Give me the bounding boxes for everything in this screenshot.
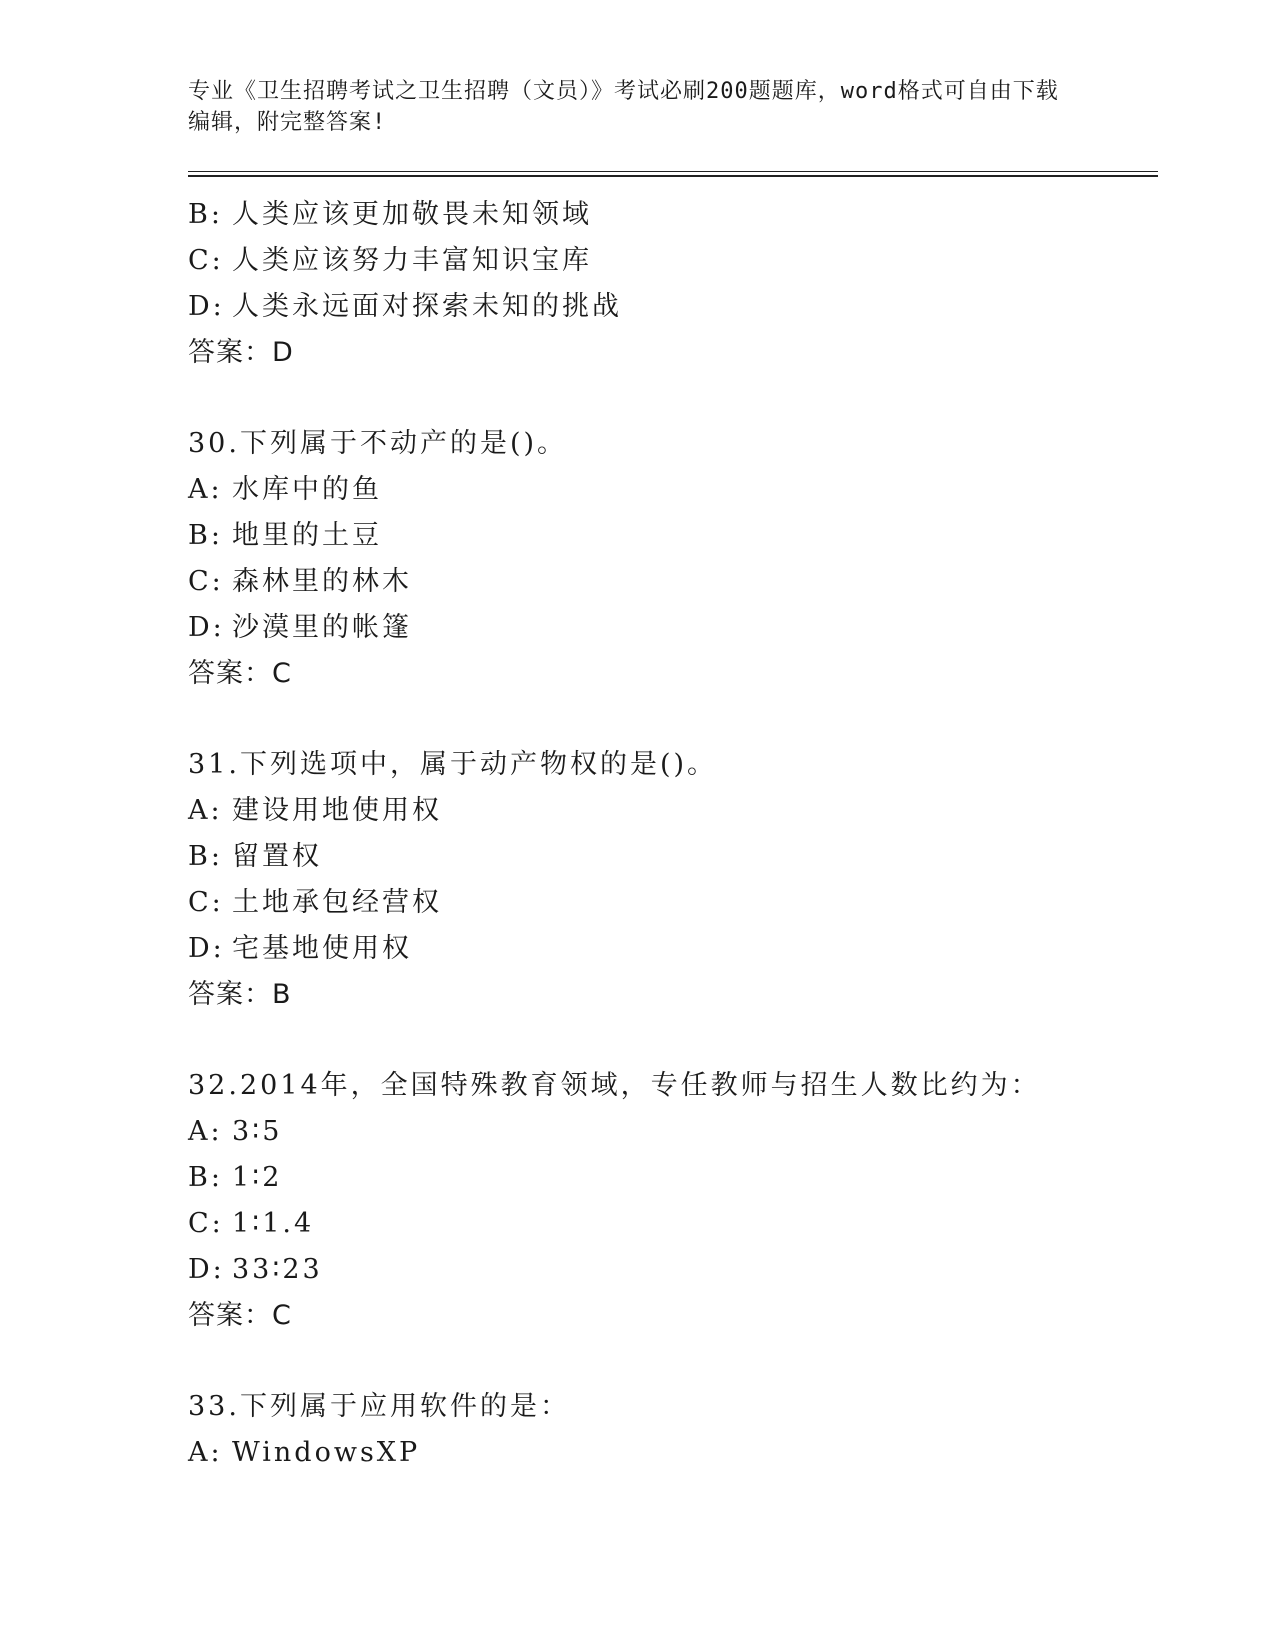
option-text: WindowsXP — [232, 1437, 421, 1468]
option-text: 宅基地使用权 — [232, 933, 412, 964]
option-line — [188, 1109, 1158, 1155]
option-line — [188, 880, 1158, 926]
option-text: 人类应该努力丰富知识宝库 — [232, 245, 592, 276]
question-block — [188, 1384, 1158, 1476]
option-line — [188, 559, 1158, 605]
option-line — [188, 605, 1158, 651]
option-key: A: — [188, 474, 223, 505]
option-line — [188, 513, 1158, 559]
option-text: 建设用地使用权 — [232, 795, 442, 826]
option-line — [188, 284, 1158, 330]
header-rule-thick — [188, 175, 1158, 177]
option-key: C: — [188, 887, 224, 918]
option-line — [188, 788, 1158, 834]
option-text: 人类永远面对探索未知的挑战 — [232, 291, 622, 322]
question-fragment — [188, 192, 1158, 376]
option-text: 33∶23 — [232, 1254, 323, 1285]
option-key: D: — [188, 933, 225, 964]
option-key: A: — [188, 1437, 223, 1468]
option-line — [188, 192, 1158, 238]
option-key: C: — [188, 245, 224, 276]
option-text: 人类应该更加敬畏未知领域 — [232, 199, 592, 230]
option-text: 1∶1.4 — [232, 1208, 315, 1239]
option-line — [188, 1201, 1158, 1247]
question-gap — [188, 1339, 1158, 1384]
option-key: D: — [188, 291, 225, 322]
question-gap — [188, 376, 1158, 421]
question-stem: 33.下列属于应用软件的是： — [188, 1391, 570, 1422]
option-line — [188, 1247, 1158, 1293]
question-block — [188, 421, 1158, 697]
question-stem: 32.2014年，全国特殊教育领域，专任教师与招生人数比约为： — [188, 1070, 1041, 1101]
option-text: 水库中的鱼 — [232, 474, 382, 505]
answer-line: 答案：C — [188, 1300, 292, 1331]
option-text: 地里的土豆 — [232, 520, 382, 551]
option-key: D: — [188, 1254, 225, 1285]
question-gap — [188, 1018, 1158, 1063]
question-block — [188, 1063, 1158, 1339]
option-text: 沙漠里的帐篷 — [232, 612, 412, 643]
option-key: B: — [188, 841, 223, 872]
option-line — [188, 1430, 1158, 1476]
option-text: 留置权 — [232, 841, 322, 872]
option-key: B: — [188, 199, 223, 230]
question-stem: 30.下列属于不动产的是()。 — [188, 428, 568, 459]
option-line — [188, 238, 1158, 284]
option-key: C: — [188, 566, 224, 597]
option-key: C: — [188, 1208, 224, 1239]
option-key: B: — [188, 1162, 223, 1193]
option-line — [188, 834, 1158, 880]
option-key: A: — [188, 795, 223, 826]
option-key: B: — [188, 520, 223, 551]
header-rule-thin — [188, 171, 1158, 172]
option-text: 土地承包经营权 — [232, 887, 442, 918]
option-key: A: — [188, 1116, 223, 1147]
answer-line: 答案：C — [188, 658, 292, 689]
option-line — [188, 926, 1158, 972]
answer-line: 答案：B — [188, 979, 292, 1010]
question-gap — [188, 697, 1158, 742]
option-text: 森林里的林木 — [232, 566, 412, 597]
option-line — [188, 1155, 1158, 1201]
question-block — [188, 742, 1158, 1018]
option-text: 3∶5 — [232, 1116, 283, 1147]
answer-line: 答案：D — [188, 337, 294, 368]
option-key: D: — [188, 612, 225, 643]
option-line — [188, 467, 1158, 513]
option-text: 1∶2 — [232, 1162, 283, 1193]
document-header: 专业《卫生招聘考试之卫生招聘（文员）》考试必刷200题题库，word格式可自由下载编辑，附完整答案! — [188, 79, 1059, 135]
question-stem: 31.下列选项中，属于动产物权的是()。 — [188, 749, 718, 780]
question-content — [188, 192, 1158, 1476]
